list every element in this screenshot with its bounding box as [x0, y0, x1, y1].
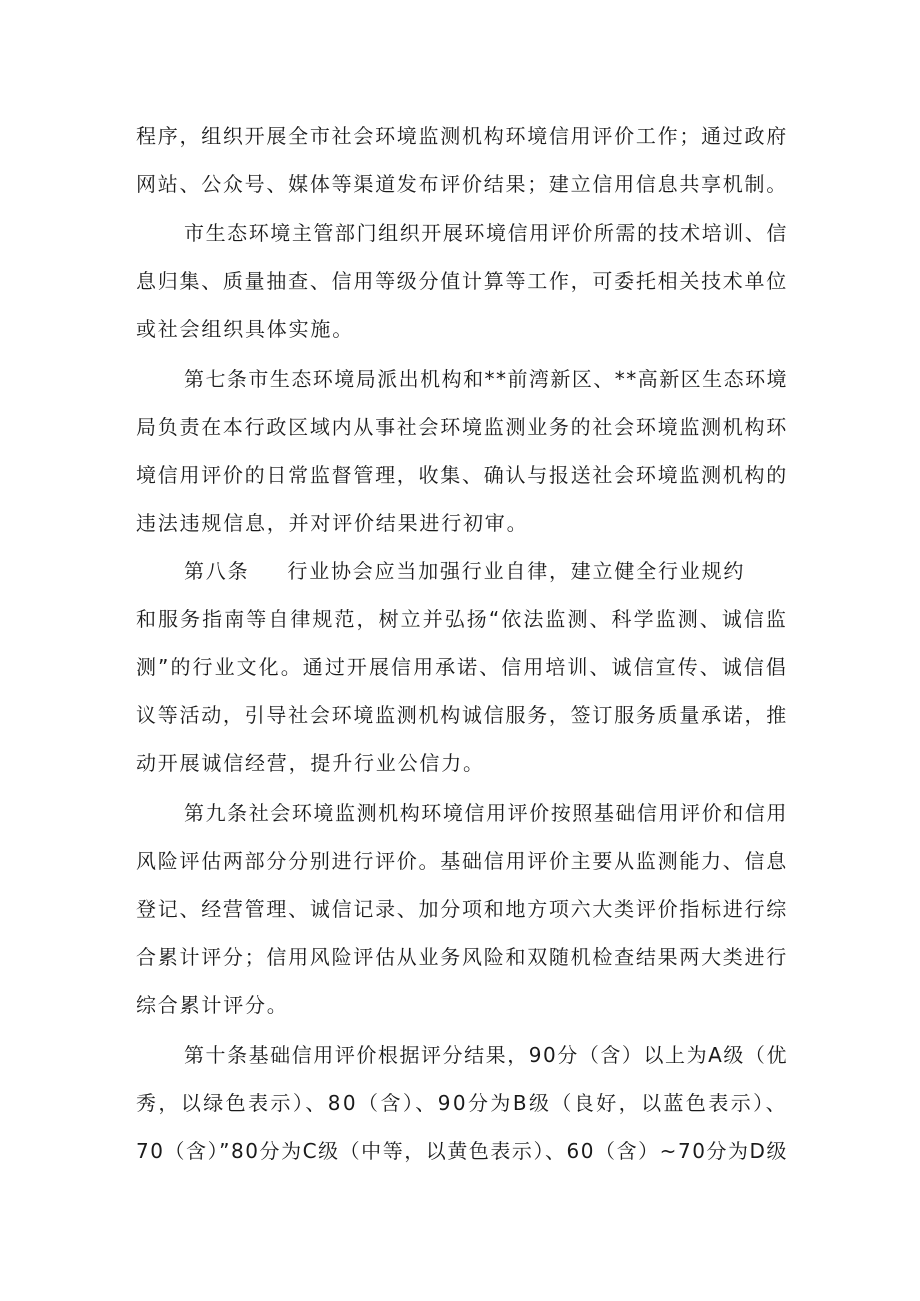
text-line: 动开展诚信经营，提升行业公信力。 [136, 751, 485, 775]
article-10-first-line: 第十条基础信用评价根据评分结果，90分（含）以上为A级（优 [184, 1043, 788, 1067]
text-line: 秀，以绿色表示）、80（含）、90分为B级（良好，以蓝色表示）、 [136, 1091, 788, 1115]
text-line: 和服务指南等自律规范，树立并弘扬“依法监测、科学监测、诚信监 [136, 607, 788, 631]
text-line: 登记、经营管理、诚信记录、加分项和地方项六大类评价指标进行综 [136, 897, 788, 921]
text-line: 网站、公众号、媒体等渠道发布评价结果；建立信用信息共享机制。 [136, 172, 788, 196]
text-line: 综合累计评分。 [136, 993, 289, 1017]
text-line: 议等活动，引导社会环境监测机构诚信服务，签订服务质量承诺，推 [136, 703, 788, 727]
paragraph-first-line: 市生态环境主管部门组织开展环境信用评价所需的技术培训、信 [184, 221, 788, 245]
text-line: 风险评估两部分分别进行评价。基础信用评价主要从监测能力、信息 [136, 849, 788, 873]
text-line: 测”的行业文化。通过开展信用承诺、信用培训、诚信宣传、诚信倡 [136, 655, 788, 679]
text-line: 局负责在本行政区域内从事社会环境监测业务的社会环境监测机构环 [136, 415, 788, 439]
text-line: 或社会组织具体实施。 [136, 317, 354, 341]
text-line: 境信用评价的日常监督管理，收集、确认与报送社会环境监测机构的 [136, 463, 788, 487]
article-8-text: 行业协会应当加强行业自律，建立健全行业规约 [287, 559, 746, 583]
text-line: 程序，组织开展全市社会环境监测机构环境信用评价工作；通过政府 [136, 124, 788, 148]
text-line: 70（含）”80分为C级（中等，以黄色表示）、60（含）~70分为D级 [136, 1139, 788, 1163]
article-8-label: 第八条 [184, 559, 250, 583]
article-8-first-line [184, 556, 796, 586]
text-line: 违法违规信息，并对评价结果进行初审。 [136, 511, 529, 535]
text-line: 息归集、质量抽查、信用等级分值计算等工作，可委托相关技术单位 [136, 269, 788, 293]
article-7-first-line: 第七条市生态环境局派出机构和**前湾新区、**高新区生态环境 [184, 367, 788, 391]
text-line: 合累计评分；信用风险评估从业务风险和双随机检查结果两大类进行 [136, 945, 788, 969]
article-9-first-line: 第九条社会环境监测机构环境信用评价按照基础信用评价和信用 [184, 801, 788, 825]
